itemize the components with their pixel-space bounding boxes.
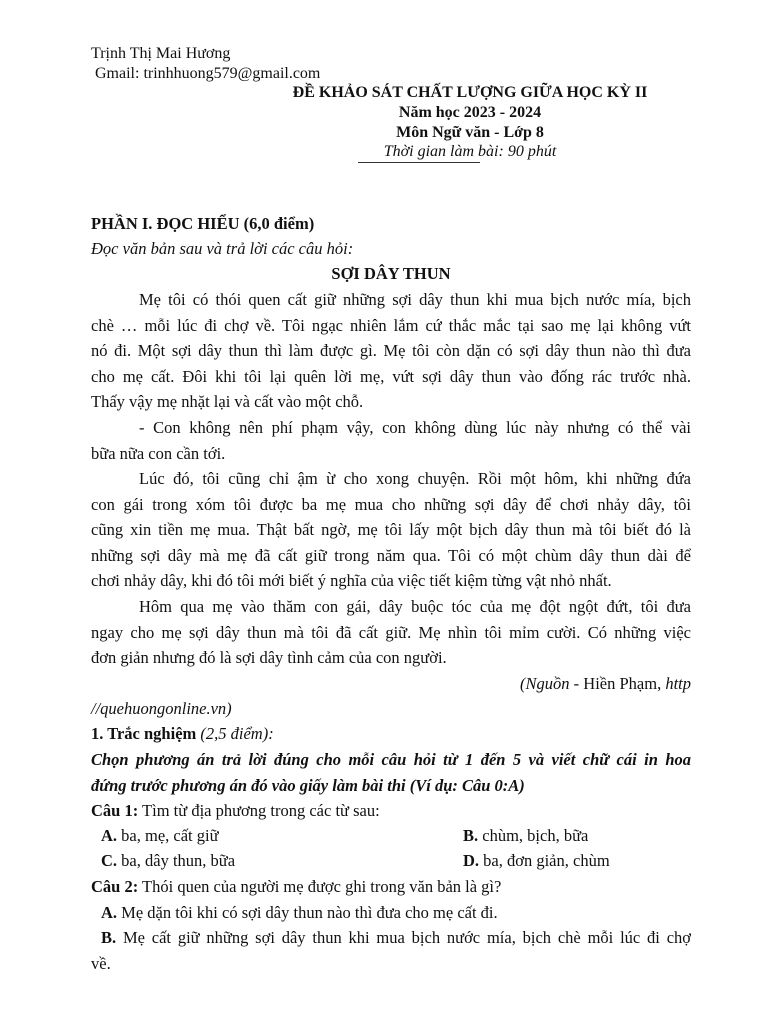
question-2-text: Thói quen của người mẹ được ghi trong văn bản là gì?	[138, 877, 502, 896]
option-a-line	[101, 900, 498, 925]
option-text: Mẹ cất giữ những sợi dây thun khi mua bịch nước mía, bịch chè mỗi lúc đi chợ	[116, 928, 691, 947]
option-text: chùm, bịch, bữa	[478, 826, 589, 845]
source-open: (Nguồn	[520, 674, 570, 693]
question-1	[91, 798, 691, 824]
question-2	[91, 874, 691, 900]
option-letter: C.	[101, 851, 118, 870]
story-paragraph-3	[91, 466, 691, 594]
option-letter: B.	[101, 928, 117, 947]
story-paragraph-4	[91, 594, 691, 671]
source-http: http	[665, 674, 691, 693]
instruction-line: đứng trước phương án đó vào giấy làm bài thi (Ví dụ: Câu 0:A)	[91, 775, 525, 795]
question-2-option-a	[91, 900, 691, 925]
mc-instruction	[91, 747, 691, 798]
question-2-option-b	[91, 925, 691, 976]
part1-heading: PHẦN I. ĐỌC HIỂU (6,0 điểm)	[91, 214, 315, 233]
paragraph-line: đơn giản nhưng đó là sợi dây tình cảm của con người.	[91, 648, 447, 667]
option-letter: B.	[463, 826, 479, 845]
option-letter: A.	[101, 826, 118, 845]
paragraph-line: cho mẹ cất. Đôi khi tôi lại quên lời mẹ, vứt sợi dây thun vào đống rác trước nhà.	[91, 366, 691, 386]
paragraph-line: những sợi dây mà mẹ đã cất giữ trong năm qua. Tôi có một chùm dây thun dài để	[91, 545, 691, 565]
question-1-option-d	[463, 848, 610, 873]
option-text: ba, đơn giản, chùm	[479, 851, 610, 870]
author-email: Gmail: trinhhuong579@gmail.com	[95, 65, 321, 82]
question-1-text: Tìm từ địa phương trong các từ sau:	[138, 801, 380, 820]
option-b-line-2: về.	[91, 953, 111, 973]
paragraph-line: cũng xin tiền mẹ mua. Thật bất ngờ, mẹ tôi lấy một bịch dây thun mà tôi biết đó là	[91, 520, 691, 539]
question-1-options-row-1	[91, 823, 691, 848]
option-text: ba, mẹ, cất giữ	[117, 826, 219, 845]
exam-subject: Môn Ngữ văn - Lớp 8	[396, 124, 544, 141]
question-1-label: Câu 1:	[91, 801, 139, 820]
paragraph-line: Hôm qua mẹ vào thăm con gái, dây buộc tóc của mẹ đột ngột đứt, tôi đưa	[139, 597, 691, 616]
mc-heading	[91, 721, 691, 747]
paragraph-line: Thấy vậy mẹ nhặt lại và cất vào một chỗ.	[91, 392, 364, 411]
story-paragraph-2	[91, 415, 691, 466]
paragraph-line: nó đi. Một sợi dây thun thì làm được gì. Mẹ tôi còn dặn có sợi dây thun nào thì đưa	[91, 341, 691, 360]
option-text: Mẹ dặn tôi khi có sợi dây thun nào thì đưa cho mẹ cất đi.	[117, 903, 498, 922]
part1-instruction: Đọc văn bản sau và trả lời các câu hỏi:	[91, 239, 354, 258]
paragraph-line: ngay cho mẹ sợi dây thun mà tôi đã cất giữ. Mẹ nhìn tôi mỉm cười. Có những việc	[91, 622, 691, 642]
paragraph-line: chè … mỗi lúc đi chợ về. Tôi ngạc nhiên lắm cứ thắc mắc tại sao mẹ lại không vứt	[91, 315, 691, 335]
exam-year: Năm học 2023 - 2024	[398, 104, 542, 121]
mc-heading-points: (2,5 điểm):	[196, 724, 274, 743]
author-name: Trịnh Thị Mai Hương	[91, 45, 231, 62]
question-2-label: Câu 2:	[91, 877, 139, 896]
option-b-line	[91, 925, 691, 951]
source-url: //quehuongonline.vn)	[91, 699, 232, 718]
exam-time: Thời gian làm bài: 90 phút	[383, 143, 557, 160]
paragraph-line: con gái trong xóm tôi được ba mẹ mua cho những sợi dây để chơi nhảy dây, tôi	[91, 494, 691, 514]
paragraph-line: bữa nữa con cần tới.	[91, 443, 226, 463]
source-author: - Hiền Phạm,	[569, 674, 666, 693]
option-letter: D.	[463, 851, 480, 870]
paragraph-line: Mẹ tôi có thói quen cất giữ những sợi dây thun khi mua bịch nước mía, bịch	[139, 290, 691, 309]
paragraph-line: Lúc đó, tôi cũng chỉ ậm ừ cho xong chuyện. Rồi một hôm, khi những đứa	[139, 469, 691, 488]
story-paragraph-1	[91, 287, 691, 415]
question-1-option-b	[463, 823, 588, 848]
instruction-line: Chọn phương án trả lời đúng cho mỗi câu hỏi từ 1 đến 5 và viết chữ cái in hoa	[91, 750, 691, 769]
paragraph-line: - Con không nên phí phạm vậy, con không dùng lúc này nhưng có thể vài	[139, 418, 691, 437]
story-title: SỢI DÂY THUN	[331, 264, 451, 283]
exam-title: ĐỀ KHẢO SÁT CHẤT LƯỢNG GIỮA HỌC KỲ II	[292, 84, 648, 101]
question-1-options-row-2	[91, 848, 691, 873]
paragraph-line: chơi nhảy dây, khi đó tôi mới biết ý nghĩa của việc tiết kiệm từng vật nhỏ nhất.	[91, 571, 612, 590]
question-1-option-a	[101, 823, 219, 848]
option-letter: A.	[101, 903, 118, 922]
question-1-option-c	[101, 848, 235, 873]
mc-heading-label: 1. Trắc nghiệm	[91, 724, 197, 743]
story-source	[91, 671, 691, 697]
option-text: ba, dây thun, bữa	[117, 851, 236, 870]
header-divider	[358, 162, 480, 163]
